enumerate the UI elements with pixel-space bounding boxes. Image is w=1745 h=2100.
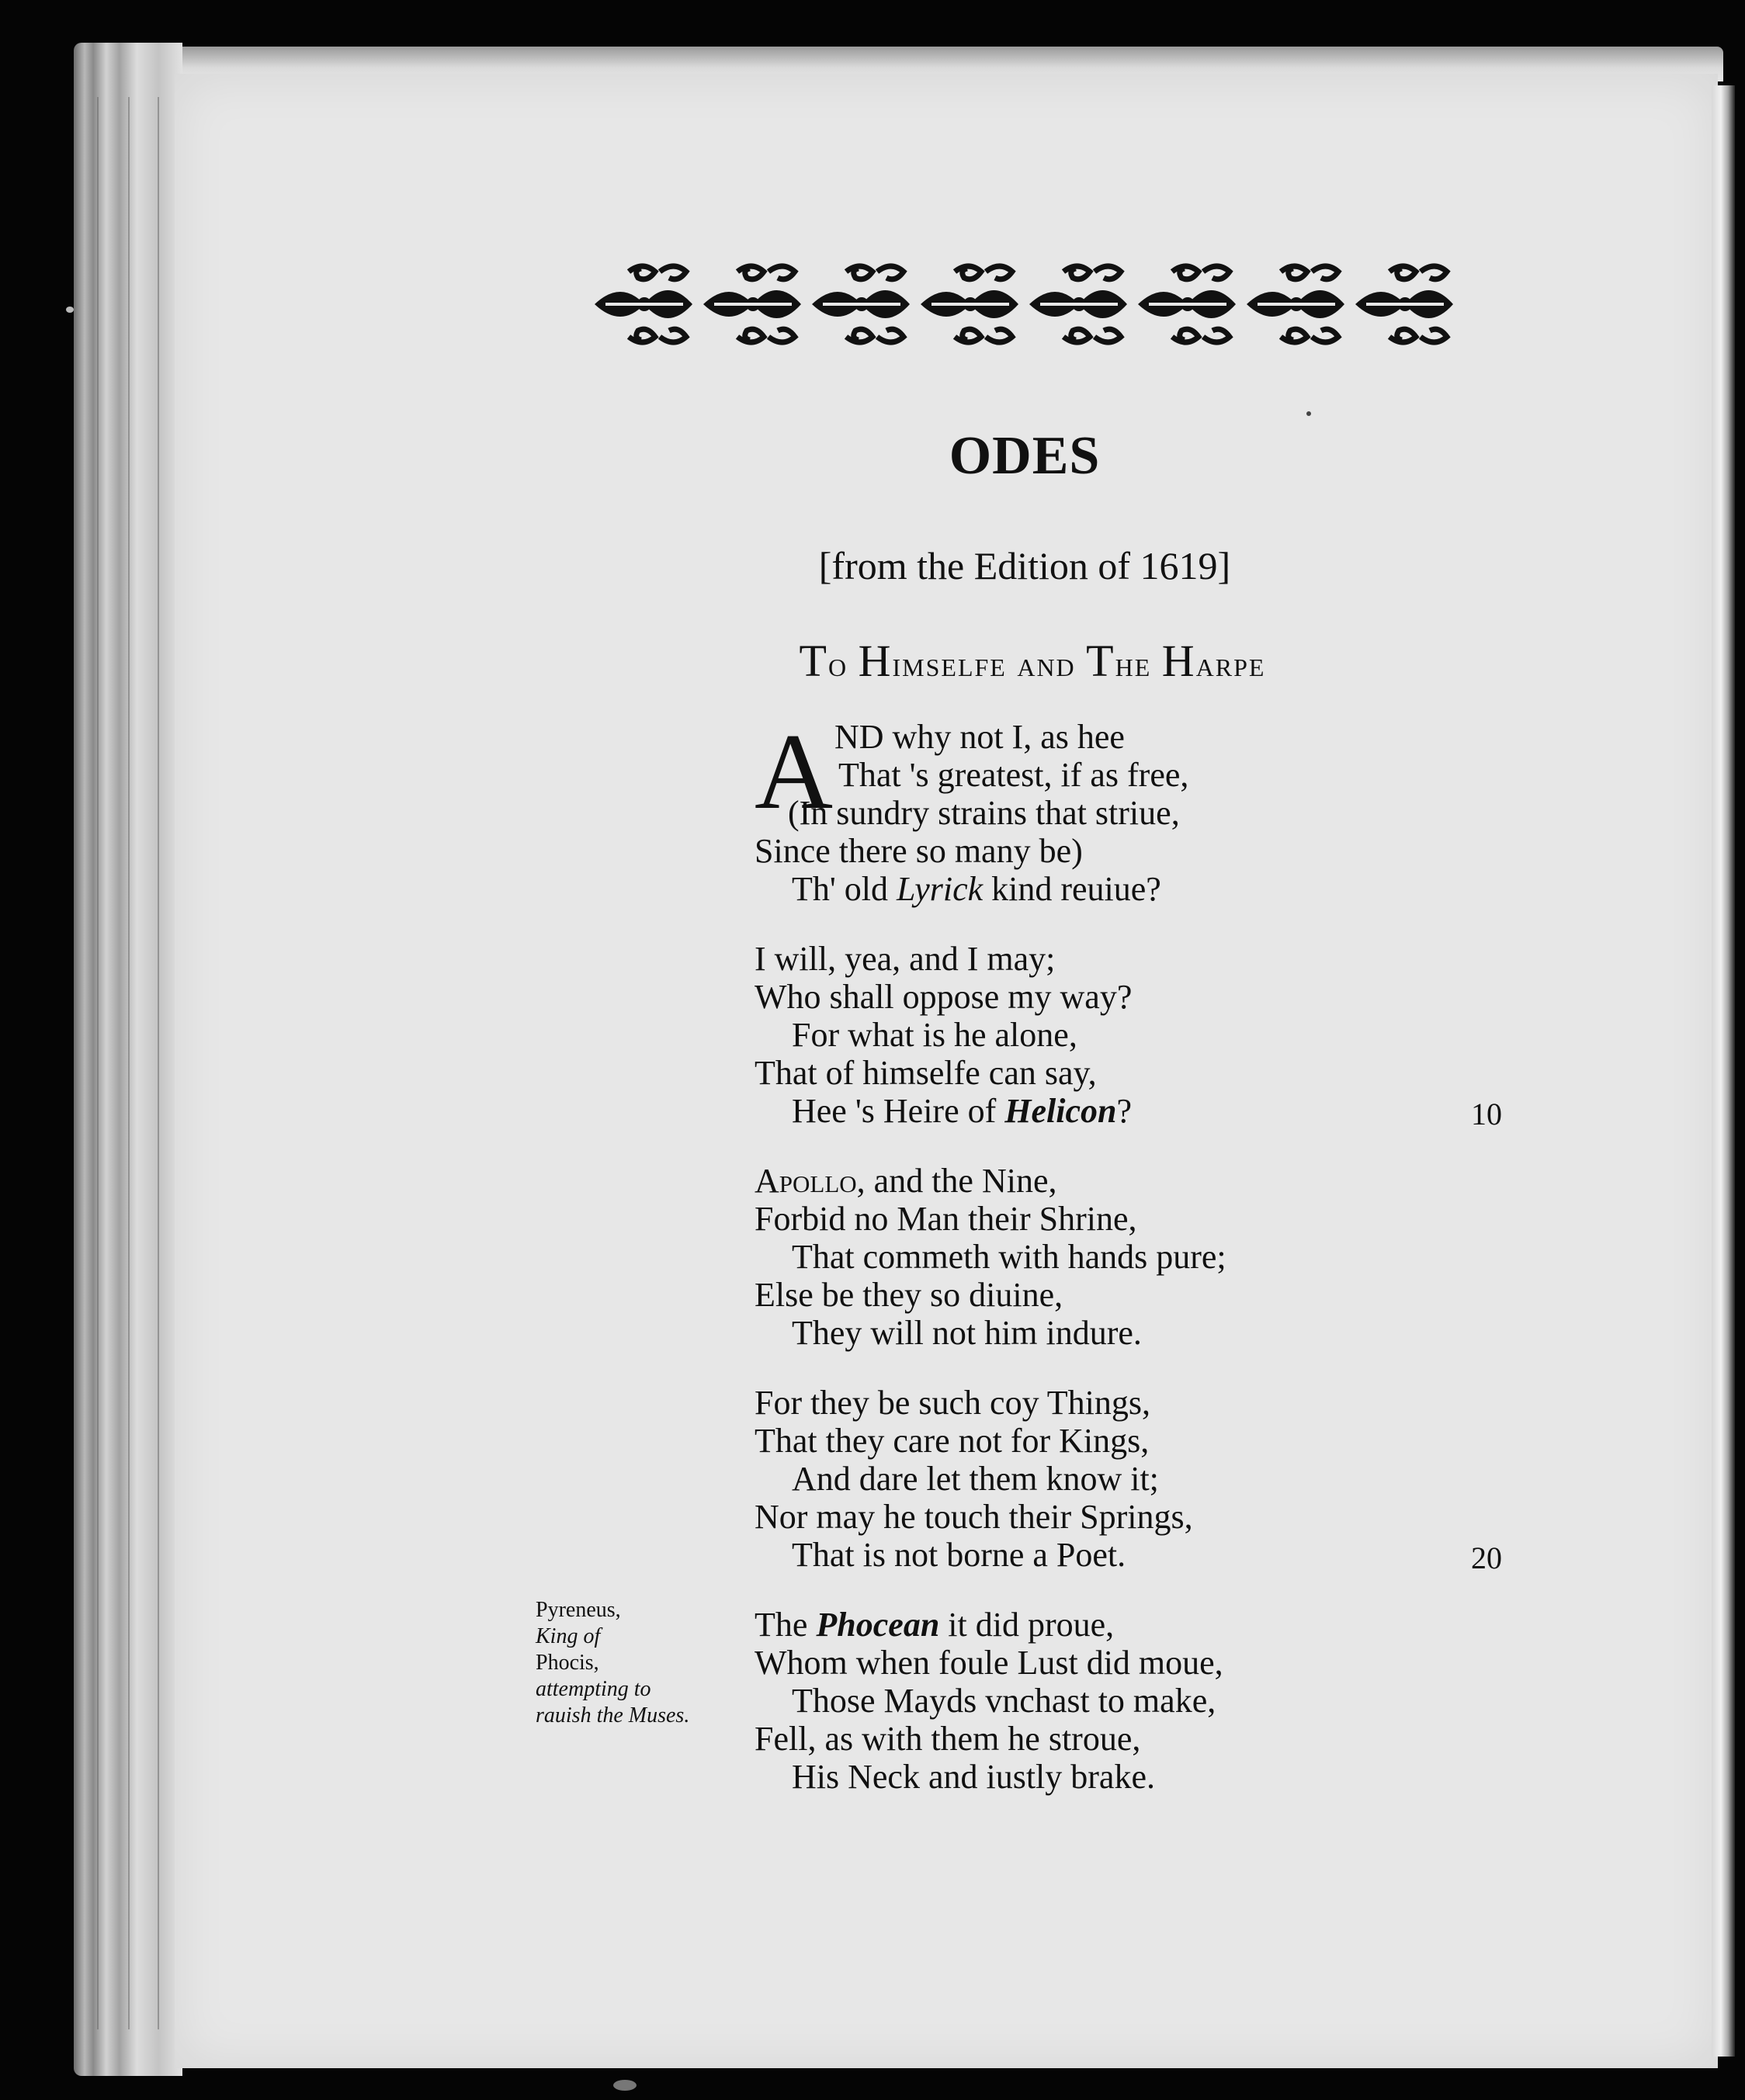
line-number: 20: [1471, 1540, 1502, 1575]
scan-speck: [613, 2080, 637, 2091]
title-word: The: [1086, 636, 1152, 686]
title-word: To: [799, 636, 848, 686]
spine-line: [158, 97, 159, 2029]
page-title: ODES: [949, 426, 1101, 486]
verse-line: Th' old Lyrick kind reuiue?: [792, 870, 1161, 908]
verse-line: (In sundry strains that striue,: [788, 794, 1180, 832]
verse-line: For they be such coy Things,: [755, 1384, 1151, 1422]
verse-line: They will not him indure.: [792, 1314, 1142, 1352]
book-spine: [74, 43, 182, 2076]
scan-speck: [66, 307, 74, 313]
scan-speck: [1306, 411, 1311, 416]
verse-line: Nor may he touch their Springs,: [755, 1498, 1193, 1536]
title-word: Himselfe: [858, 636, 1007, 686]
verse-line: For what is he alone,: [792, 1016, 1077, 1054]
line-number: 10: [1471, 1097, 1502, 1131]
marginal-note: [536, 1597, 722, 1729]
note-line: rauish the Muses.: [536, 1703, 690, 1727]
spine-line: [128, 97, 130, 2029]
verse-line: Whom when foule Lust did moue,: [755, 1644, 1223, 1682]
fleuron-border-icon: [590, 258, 1466, 351]
verse-line: Those Mayds vnchast to make,: [792, 1682, 1216, 1720]
verse-line: ND why not I, as hee: [834, 718, 1125, 756]
note-line: attempting to: [536, 1677, 651, 1701]
verse-line: Apollo, and the Nine,: [755, 1162, 1057, 1200]
title-word: Harpe: [1161, 636, 1266, 686]
verse-line: Fell, as with them he stroue,: [755, 1720, 1141, 1758]
spine-line: [97, 97, 99, 2029]
verse-line: The Phocean it did proue,: [755, 1606, 1115, 1644]
verse-line: I will, yea, and I may;: [755, 940, 1056, 978]
verse-line: That of himselfe can say,: [755, 1054, 1097, 1092]
verse-line: That commeth with hands pure;: [792, 1238, 1226, 1276]
verse-line: Since there so many be): [755, 832, 1083, 870]
verse-line: That they care not for Kings,: [755, 1422, 1150, 1460]
verse-line: That 's greatest, if as free,: [838, 756, 1189, 794]
verse-line: Hee 's Heire of Helicon?: [792, 1092, 1132, 1130]
verse-line: Else be they so diuine,: [755, 1276, 1063, 1314]
edition-note: [from the Edition of 1619]: [818, 544, 1231, 587]
verse-line: And dare let them know it;: [792, 1460, 1159, 1498]
note-line: King of Phocis,: [536, 1624, 601, 1675]
verse-line: Who shall oppose my way?: [755, 978, 1133, 1016]
note-line: Pyreneus,: [536, 1598, 621, 1622]
poem-title: [691, 635, 1374, 687]
verse-line: That is not borne a Poet.: [792, 1536, 1126, 1574]
drop-cap: A: [755, 712, 834, 832]
page-right-edge: [1712, 85, 1735, 2057]
title-word: and: [1017, 644, 1076, 684]
verse-line: Forbid no Man their Shrine,: [755, 1200, 1137, 1238]
verse-line: His Neck and iustly brake.: [792, 1758, 1155, 1796]
